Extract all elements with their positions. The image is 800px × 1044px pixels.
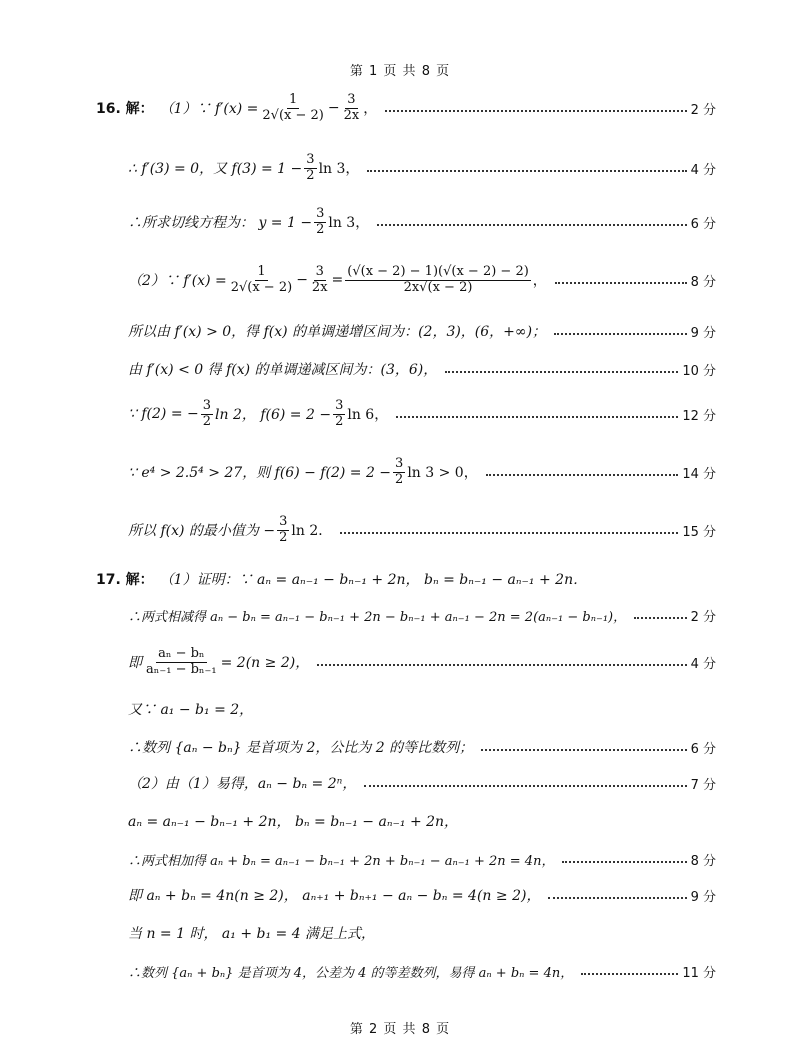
- math-text: ln 3，: [328, 215, 370, 231]
- solution-line: [128, 878, 716, 912]
- denominator: 2x: [311, 279, 328, 295]
- denominator: aₙ₋₁ − bₙ₋₁: [146, 661, 217, 677]
- numerator: 3: [315, 263, 324, 279]
- math-text: ln 6，: [347, 407, 389, 423]
- score-label: 10 分: [682, 363, 716, 379]
- math-text: （2）由（1）易得，aₙ − bₙ = 2ⁿ，: [128, 776, 357, 792]
- solution-line: [128, 448, 716, 496]
- math-text: ∴两式相减得 aₙ − bₙ = aₙ₋₁ − bₙ₋₁ + 2n − bₙ₋₁ + aₙ₋₁ − 2n = 2(aₙ₋₁ − bₙ₋₁)，: [128, 609, 627, 625]
- solution-line: [128, 256, 716, 304]
- fraction: [333, 399, 345, 430]
- score-label: 9 分: [690, 325, 716, 341]
- dot-leader: [367, 170, 686, 172]
- solution-line: [128, 198, 716, 246]
- math-text: =: [331, 272, 344, 288]
- numerator: 1: [289, 91, 298, 107]
- page-footer: 第 2 页 共 8 页: [349, 1022, 451, 1037]
- score-label: 6 分: [690, 741, 716, 757]
- score-label: 11 分: [682, 965, 716, 981]
- math-text: = 2(n ≥ 2)，: [220, 655, 310, 671]
- math-text: （1）∵ f′(x) =: [159, 101, 259, 117]
- dot-leader: [340, 532, 678, 534]
- fraction: [393, 457, 405, 488]
- math-text: ln 2， f(6) = 2 −: [215, 407, 332, 423]
- solution-line: [128, 804, 716, 838]
- math-text: （2）∵ f′(x) =: [128, 273, 227, 289]
- question-number: 17. 解：: [96, 572, 154, 588]
- score-label: 12 分: [682, 408, 716, 424]
- fraction: [229, 265, 294, 296]
- math-text: （1）证明：∵ aₙ = aₙ₋₁ − bₙ₋₁ + 2n， bₙ = bₙ₋₁ − aₙ₋₁ + 2n．: [159, 572, 588, 588]
- score-label: 8 分: [690, 853, 716, 869]
- denominator: 2: [316, 221, 325, 237]
- fraction: [345, 265, 531, 296]
- math-text: ∴数列 {aₙ − bₙ} 是首项为 2，公比为 2 的等比数列；: [128, 740, 474, 756]
- numerator: aₙ − bₙ: [158, 645, 205, 661]
- denominator: 2: [202, 413, 212, 429]
- solution-line: [128, 730, 716, 764]
- math-text: ln 3，: [318, 161, 360, 177]
- denominator: 2: [395, 471, 404, 487]
- solution-line: [128, 766, 716, 800]
- denominator: 2√(x − 2): [230, 279, 293, 295]
- solution-line: [128, 638, 716, 686]
- numerator: 3: [202, 397, 212, 413]
- solution-line: [128, 842, 716, 876]
- fraction: [342, 93, 362, 124]
- dot-leader: [481, 749, 686, 751]
- math-text: 当 n = 1 时， a₁ + b₁ = 4 满足上式，: [128, 926, 376, 942]
- math-text: ∴ f′(3) = 0，又 f(3) = 1 −: [128, 161, 303, 177]
- solution-line: [128, 692, 716, 726]
- math-text: ∵ f(2) = −: [128, 406, 199, 422]
- numerator: 3: [279, 513, 288, 529]
- math-text: ln 2．: [291, 523, 333, 539]
- dot-leader: [486, 474, 679, 476]
- score-label: 7 分: [690, 777, 716, 793]
- math-text: ∴数列 {aₙ + bₙ} 是首项为 4，公差为 4 的等差数列，易得 aₙ + bₙ = 4n，: [128, 965, 574, 981]
- dot-leader: [377, 224, 686, 226]
- score-label: 9 分: [690, 889, 716, 905]
- dot-leader: [317, 664, 686, 666]
- fraction: [310, 265, 330, 296]
- solution-line: [128, 506, 716, 554]
- math-text: 即 aₙ + bₙ = 4n(n ≥ 2)， aₙ₊₁ + bₙ₊₁ − aₙ − bₙ = 4(n ≥ 2)，: [128, 888, 541, 904]
- solution-line: [128, 598, 716, 632]
- solution-line: [128, 144, 716, 192]
- solution-line: [128, 390, 716, 438]
- numerator: 3: [347, 91, 356, 107]
- score-label: 15 分: [682, 524, 716, 540]
- solution-line: [128, 352, 716, 386]
- dot-leader: [555, 282, 687, 284]
- math-text: ∴所求切线方程为： y = 1 −: [128, 215, 313, 231]
- dot-leader: [548, 897, 686, 899]
- dot-leader: [554, 333, 687, 335]
- numerator: 3: [306, 151, 315, 167]
- dot-leader: [396, 416, 678, 418]
- score-label: 4 分: [690, 162, 716, 178]
- math-text: aₙ = aₙ₋₁ − bₙ₋₁ + 2n， bₙ = bₙ₋₁ − aₙ₋₁ + 2n，: [128, 814, 459, 830]
- math-text: 所以 f(x) 的最小值为 −: [128, 523, 276, 539]
- score-label: 6 分: [690, 216, 716, 232]
- math-text: ln 3 > 0，: [407, 465, 478, 481]
- math-text: −: [296, 272, 308, 288]
- denominator: 2x: [343, 107, 360, 123]
- math-text: −: [327, 100, 340, 116]
- score-label: 2 分: [690, 609, 716, 625]
- math-text: ∴两式相加得 aₙ + bₙ = aₙ₋₁ − bₙ₋₁ + 2n + bₙ₋₁ − aₙ₋₁ + 2n = 4n，: [128, 853, 555, 869]
- denominator: 2x√(x − 2): [403, 279, 473, 295]
- solution-line: [96, 562, 716, 596]
- math-text: ，: [532, 273, 547, 289]
- solution-line: [96, 84, 716, 132]
- fraction: [201, 399, 213, 430]
- denominator: 2: [306, 167, 315, 183]
- fraction: [260, 93, 325, 124]
- math-text: ，: [363, 101, 378, 117]
- dot-leader: [385, 110, 686, 112]
- numerator: 3: [395, 455, 404, 471]
- dot-leader: [364, 785, 686, 787]
- dot-leader: [581, 973, 678, 975]
- fraction: [314, 207, 326, 238]
- numerator: 1: [257, 263, 266, 279]
- math-text: ∵ e⁴ > 2.5⁴ > 27，则 f(6) − f(2) = 2 −: [128, 465, 392, 481]
- score-label: 2 分: [690, 102, 716, 118]
- numerator: 3: [316, 205, 325, 221]
- score-label: 14 分: [682, 466, 716, 482]
- denominator: 2: [279, 529, 288, 545]
- numerator: (√(x − 2) − 1)(√(x − 2) − 2): [347, 263, 529, 279]
- math-text: 又∵ a₁ − b₁ = 2，: [128, 702, 254, 718]
- math-text: 所以由 f′(x) > 0，得 f(x) 的单调递增区间为：(2，3)，(6，+∞)；: [128, 324, 547, 340]
- dot-leader: [634, 617, 686, 619]
- score-label: 8 分: [690, 274, 716, 290]
- fraction: [304, 153, 316, 184]
- score-label: 4 分: [690, 656, 716, 672]
- fraction: [277, 515, 289, 546]
- question-number: 16. 解：: [96, 101, 154, 117]
- denominator: 2: [335, 413, 344, 429]
- dot-leader: [562, 861, 686, 863]
- numerator: 3: [335, 397, 344, 413]
- solution-line: [128, 314, 716, 348]
- solution-line: [128, 954, 716, 988]
- math-text: 即: [128, 655, 142, 671]
- fraction: [144, 647, 219, 678]
- math-text: 由 f′(x) < 0 得 f(x) 的单调递减区间为：(3，6)，: [128, 362, 438, 378]
- dot-leader: [445, 371, 678, 373]
- page-header: 第 1 页 共 8 页: [349, 64, 451, 79]
- solution-line: [128, 916, 716, 950]
- denominator: 2√(x − 2): [262, 107, 324, 123]
